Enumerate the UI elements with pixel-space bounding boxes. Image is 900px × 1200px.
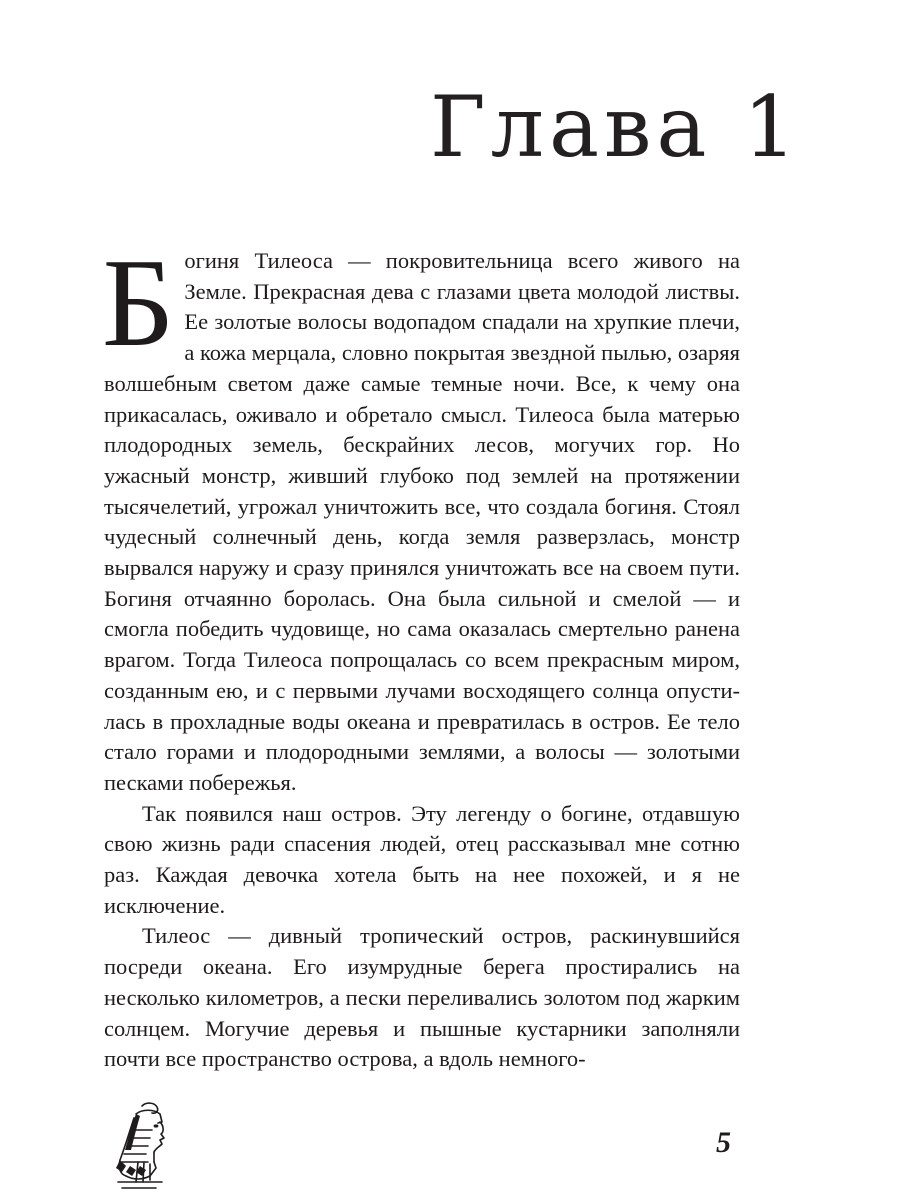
paragraph-1-text: огиня Тилеоса — покровительница всего живого на Земле. Прекрасная дева с глазами цвета молодой листвы. Ее золотые волосы водопадом спадали на хрупкие плечи, а кожа мерцала, словно покрытая звездной пылью, озаряя волшебным светом даже самые темные ночи. Все, к чему она прикасалась, оживало и обретало смысл. Тилеоса была матерью плодородных земель, бескрайних лесов, могучих гор. Но ужасный монстр, живший глубоко под землей на протяжении тысячелетий, угрожал уничтожить все, что создала богиня. Стоял чудесный солнечный день, когда земля разверзлась, монстр вырвался наружу и сразу принялся уничтожать все на своем пути. Богиня отчаянно боролась. Она была сильной и смелой — и смогла победить чудовище, но сама оказалась смертельно ранена врагом. Тогда Тилеоса попрощалась со всем прекрасным миром, созданным ею, и с первыми лучами восходящего солнца опустилась в прохладные воды океана и превратилась в остров. Ее тело стало горами и плодородными землями, а волосы — золотыми песками побережья. bbox=[104, 248, 740, 795]
paragraph-3: Тилеос — дивный тропический остров, раскинувшийся посреди океана. Его изумрудные берега простирались на несколько километров, а пески переливались золотом под жарким солнцем. Могучие деревья и пышные кустарники заполняли почти все пространство острова, а вдоль немного- bbox=[104, 923, 740, 1072]
paragraph-2: Так появился наш остров. Эту легенду о богине, отдавшую свою жизнь ради спасения людей, отец рассказывал мне сотню раз. Каждая девочка хотела быть на нее похожей, и я не исключение. bbox=[104, 800, 740, 918]
page-number: 5 bbox=[716, 1126, 731, 1159]
paragraph-1 bbox=[102, 234, 740, 799]
egyptian-profile-icon bbox=[112, 1100, 182, 1192]
chapter-title: Глава 1 bbox=[430, 78, 802, 176]
chapter-text bbox=[102, 234, 740, 1075]
drop-cap: Б bbox=[102, 234, 175, 373]
